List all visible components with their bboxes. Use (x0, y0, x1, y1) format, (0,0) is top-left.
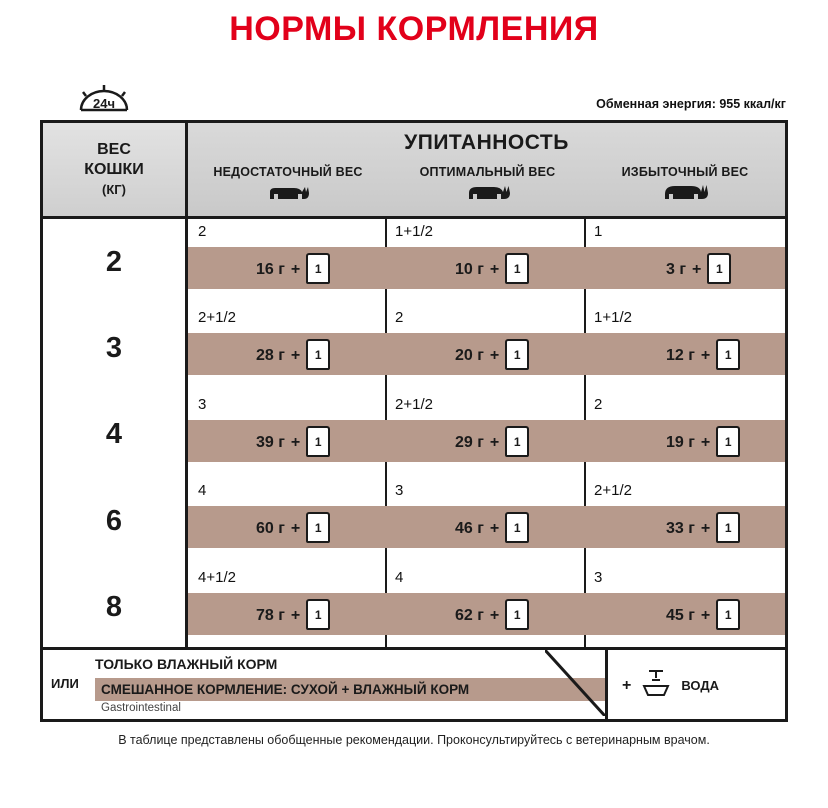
mixed-cell (455, 429, 529, 457)
column-underweight (188, 165, 388, 203)
feeding-table (40, 120, 788, 650)
mixed-cell (666, 429, 740, 457)
page-title: НОРМЫ КОРМЛЕНИЯ (229, 10, 599, 48)
data-columns (188, 219, 785, 647)
pouch-icon: 1 (716, 342, 740, 370)
wet-only-row (188, 569, 785, 593)
mixed-cell (256, 515, 330, 543)
water-bowl-icon (639, 668, 673, 703)
plus-sign: + (700, 606, 711, 624)
dry-amount: 10 г (455, 261, 484, 278)
dry-amount: 62 г (455, 606, 484, 624)
column-overweight (587, 165, 783, 203)
mixed-feeding-band (188, 247, 785, 289)
mixed-cell (256, 256, 330, 284)
plus-sign: + (700, 433, 711, 451)
pouch-count: 1+1/2 (594, 309, 632, 327)
plus-sign: + (290, 433, 301, 451)
dry-amount: 45 г (666, 606, 695, 624)
weight-column-header (43, 123, 188, 216)
table-body (43, 219, 785, 647)
metabolizable-energy-note: Обменная энергия: 955 ккал/кг (596, 97, 786, 111)
mixed-cell (455, 602, 529, 630)
plus-sign: + (692, 261, 702, 278)
weight-value: 3 (105, 332, 123, 365)
pouch-count: 2 (594, 395, 603, 413)
legend-mixed: СМЕШАННОЕ КОРМЛЕНИЕ: СУХОЙ + ВЛАЖНЫЙ КОРМ (95, 678, 605, 701)
table-header (43, 123, 785, 219)
mixed-cell (256, 602, 330, 630)
dry-amount: 12 г (666, 347, 695, 365)
fat-cat-icon (587, 183, 783, 203)
mixed-cell (666, 342, 740, 370)
pouch-icon: 1 (707, 256, 731, 284)
pouch-count: 2+1/2 (395, 395, 433, 413)
mixed-cell (455, 342, 529, 370)
plus-sign: + (489, 520, 500, 538)
condition-columns (188, 165, 785, 203)
mixed-cell (256, 342, 330, 370)
weight-header-line1: ВЕС (97, 140, 131, 158)
legend-product-name: Gastrointestinal (101, 702, 181, 714)
wet-only-row (188, 482, 785, 506)
plus-sign: + (489, 347, 500, 365)
normal-cat-icon (388, 183, 587, 203)
pouch-count: 4 (198, 482, 207, 500)
mixed-feeding-band (188, 420, 785, 462)
pouch-icon: 1 (716, 429, 740, 457)
water-plus-sign: + (622, 676, 632, 694)
plus-sign: + (290, 261, 301, 278)
dry-amount: 60 г (256, 520, 285, 538)
weight-header-unit: (КГ) (102, 181, 126, 197)
pouch-icon: 1 (306, 515, 330, 543)
condition-group-header (188, 123, 785, 216)
pouch-count: 2+1/2 (594, 482, 632, 500)
table-row (188, 392, 785, 478)
pouch-count: 2 (395, 309, 404, 327)
pouch-icon: 1 (306, 256, 330, 284)
pouch-icon: 1 (505, 256, 529, 284)
pouch-count: 4+1/2 (198, 568, 236, 586)
plus-sign: + (290, 347, 301, 365)
dry-amount: 46 г (455, 520, 484, 538)
wet-only-row (188, 309, 785, 333)
mixed-feeding-band (188, 593, 785, 635)
pouch-count: 1 (594, 223, 603, 240)
weight-value: 4 (105, 418, 123, 451)
pouch-icon: 1 (505, 602, 529, 630)
pouch-icon: 1 (716, 515, 740, 543)
water-section (605, 650, 785, 719)
plus-sign: + (489, 606, 500, 624)
plus-sign: + (290, 520, 301, 538)
24h-clock-icon (73, 80, 135, 122)
table-row (188, 305, 785, 391)
weight-values-column (43, 219, 188, 647)
table-row (188, 565, 785, 651)
disclaimer-note: В таблице представлены обобщенные рекомендации. Проконсультируйтесь с ветеринарным врачом. (118, 733, 710, 747)
pouch-count: 2 (198, 223, 207, 240)
table-row (188, 219, 785, 305)
thin-cat-icon (188, 183, 388, 203)
diagonal-divider (545, 650, 605, 719)
mixed-cell (455, 256, 529, 284)
dry-amount: 33 г (666, 520, 695, 538)
dry-amount: 78 г (256, 606, 285, 624)
mixed-feeding-band (188, 333, 785, 375)
plus-sign: + (489, 433, 500, 451)
plus-sign: + (700, 520, 711, 538)
pouch-count: 3 (198, 395, 207, 413)
dry-amount: 39 г (256, 433, 285, 451)
water-label: ВОДА (681, 678, 719, 693)
dry-amount: 29 г (455, 433, 484, 451)
pouch-count: 4 (395, 568, 404, 586)
table-row (188, 478, 785, 564)
weight-value: 8 (105, 591, 123, 624)
dry-amount: 19 г (666, 433, 695, 451)
pouch-icon: 1 (716, 602, 740, 630)
column-optimal-label: ОПТИМАЛЬНЫЙ ВЕС (419, 165, 556, 179)
column-optimal (388, 165, 587, 203)
mixed-cell (666, 256, 731, 284)
dry-amount: 20 г (455, 347, 484, 365)
pouch-count: 3 (594, 568, 603, 586)
dry-amount: 3 г (666, 261, 687, 278)
weight-value: 6 (105, 504, 123, 537)
pouch-count: 3 (395, 482, 404, 500)
pouch-icon: 1 (306, 602, 330, 630)
pouch-icon: 1 (505, 429, 529, 457)
pouch-count: 1+1/2 (395, 223, 433, 240)
pouch-icon: 1 (306, 342, 330, 370)
mixed-cell (256, 429, 330, 457)
weight-value: 2 (105, 245, 123, 278)
clock-label: 24ч (92, 96, 116, 111)
dry-amount: 16 г (256, 261, 285, 278)
dry-amount: 28 г (256, 347, 285, 365)
legend-wet-only: ТОЛЬКО ВЛАЖНЫЙ КОРМ (95, 656, 278, 672)
plus-sign: + (489, 261, 500, 278)
wet-only-row (188, 396, 785, 420)
column-overweight-label: ИЗБЫТОЧНЫЙ ВЕС (621, 165, 749, 179)
pouch-icon: 1 (505, 342, 529, 370)
weight-header-line2: КОШКИ (84, 160, 144, 178)
mixed-cell (666, 515, 740, 543)
pouch-icon: 1 (505, 515, 529, 543)
column-underweight-label: НЕДОСТАТОЧНЫЙ ВЕС (213, 165, 363, 179)
legend-or: ИЛИ (51, 676, 79, 691)
legend-footer (40, 650, 788, 722)
plus-sign: + (290, 606, 301, 624)
mixed-feeding-band (188, 506, 785, 548)
mixed-cell (455, 515, 529, 543)
plus-sign: + (700, 347, 711, 365)
mixed-cell (666, 602, 740, 630)
pouch-icon: 1 (306, 429, 330, 457)
pouch-count: 2+1/2 (198, 309, 236, 327)
group-header-label: УПИТАННОСТЬ (404, 131, 569, 154)
wet-only-row (188, 223, 785, 247)
